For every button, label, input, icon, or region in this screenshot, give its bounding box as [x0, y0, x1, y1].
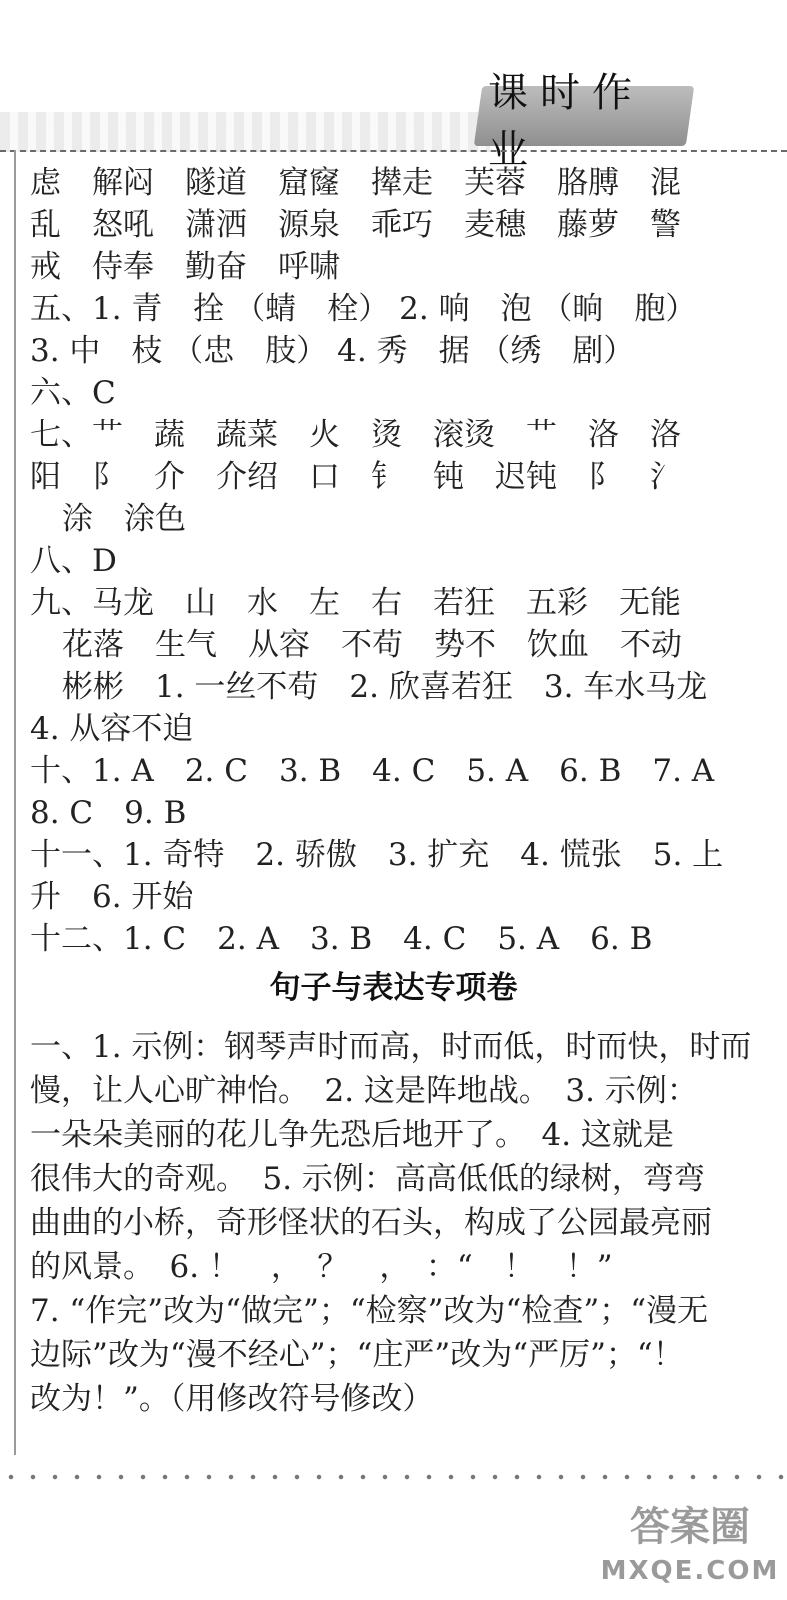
answer-line: 戒 侍奉 勤奋 呼啸	[30, 249, 340, 285]
answer-line: 五、1. 青 拴 （蜻 栓） 2. 响 泡 （晌 胞）	[30, 291, 697, 327]
answer-line: 阳 阝 介 介绍 口 钅 钝 迟钝 阝 氵	[30, 459, 681, 495]
answer-line: 八、D	[30, 543, 117, 579]
answer-line: 虑 解闷 隧道 窟窿 撵走 芙蓉 胳膊 混	[30, 165, 681, 201]
section-answer-block	[30, 1025, 770, 1421]
section-answer-line: 的风景。 6. ！ ， ？ ， ：“ ！ ！”	[30, 1249, 613, 1285]
answer-line: 十一、1. 奇特 2. 骄傲 3. 扩充 4. 慌张 5. 上	[30, 837, 724, 873]
section-answer-line: 一、1. 示例：钢琴声时而高，时而低，时而快，时而	[30, 1029, 752, 1065]
answer-line: 8. C 9. B	[30, 795, 187, 831]
answer-line: 涂 涂色	[62, 501, 186, 537]
answer-line: 九、马龙 山 水 左 右 若狂 五彩 无能	[30, 585, 681, 621]
section-title: 句子与表达专项卷	[269, 970, 518, 1006]
section-answer-line: 很伟大的奇观。 5. 示例：高高低低的绿树，弯弯	[30, 1161, 705, 1197]
answer-line: 六、C	[30, 375, 116, 411]
answer-line: 3. 中 枝 （忠 肢） 4. 秀 据 （绣 剧）	[30, 333, 635, 369]
left-margin-rule	[14, 150, 16, 1455]
answer-line: 十、1. A 2. C 3. B 4. C 5. A 6. B 7. A	[30, 753, 715, 789]
answer-line: 花落 生气 从容 不苟 势不 饮血 不动	[62, 627, 682, 663]
page-header-title: 课时作业	[488, 70, 644, 173]
answer-line: 升 6. 开始	[30, 879, 194, 915]
answer-line: 4. 从容不迫	[30, 711, 194, 747]
section-answer-line: 7. “作完”改为“做完”；“检察”改为“检查”；“漫无	[30, 1293, 709, 1329]
answer-line: 彬彬 1. 一丝不苟 2. 欣喜若狂 3. 车水马龙	[62, 669, 708, 705]
answer-line: 七、艹 蔬 蔬菜 火 烫 滚烫 艹 洛 洛	[30, 417, 681, 453]
section-answer-line: 慢，让人心旷神怡。 2. 这是阵地战。 3. 示例：	[30, 1073, 698, 1109]
watermark-logo	[600, 1505, 780, 1595]
answer-block	[30, 162, 730, 960]
header-decoration	[0, 112, 490, 152]
watermark-text: 答案圈	[630, 1504, 750, 1550]
answer-line: 十二、1. C 2. A 3. B 4. C 5. A 6. B	[30, 921, 653, 957]
answer-line: 乱 怒吼 潇洒 源泉 乖巧 麦穗 藤萝 警	[30, 207, 681, 243]
watermark-url: MXQE.COM	[600, 1556, 780, 1586]
section-answer-line: 曲曲的小桥，奇形怪状的石头，构成了公园最亮丽	[30, 1205, 712, 1241]
header-divider	[0, 150, 787, 152]
footer-dot-border	[0, 1470, 787, 1490]
section-answer-line: 一朵朵美丽的花儿争先恐后地开了。 4. 这就是	[30, 1117, 674, 1153]
section-answer-line: 改为！”。（用修改符号修改）	[30, 1381, 434, 1417]
section-answer-line: 边际”改为“漫不经心”；“庄严”改为“严厉”；“！	[30, 1337, 684, 1373]
